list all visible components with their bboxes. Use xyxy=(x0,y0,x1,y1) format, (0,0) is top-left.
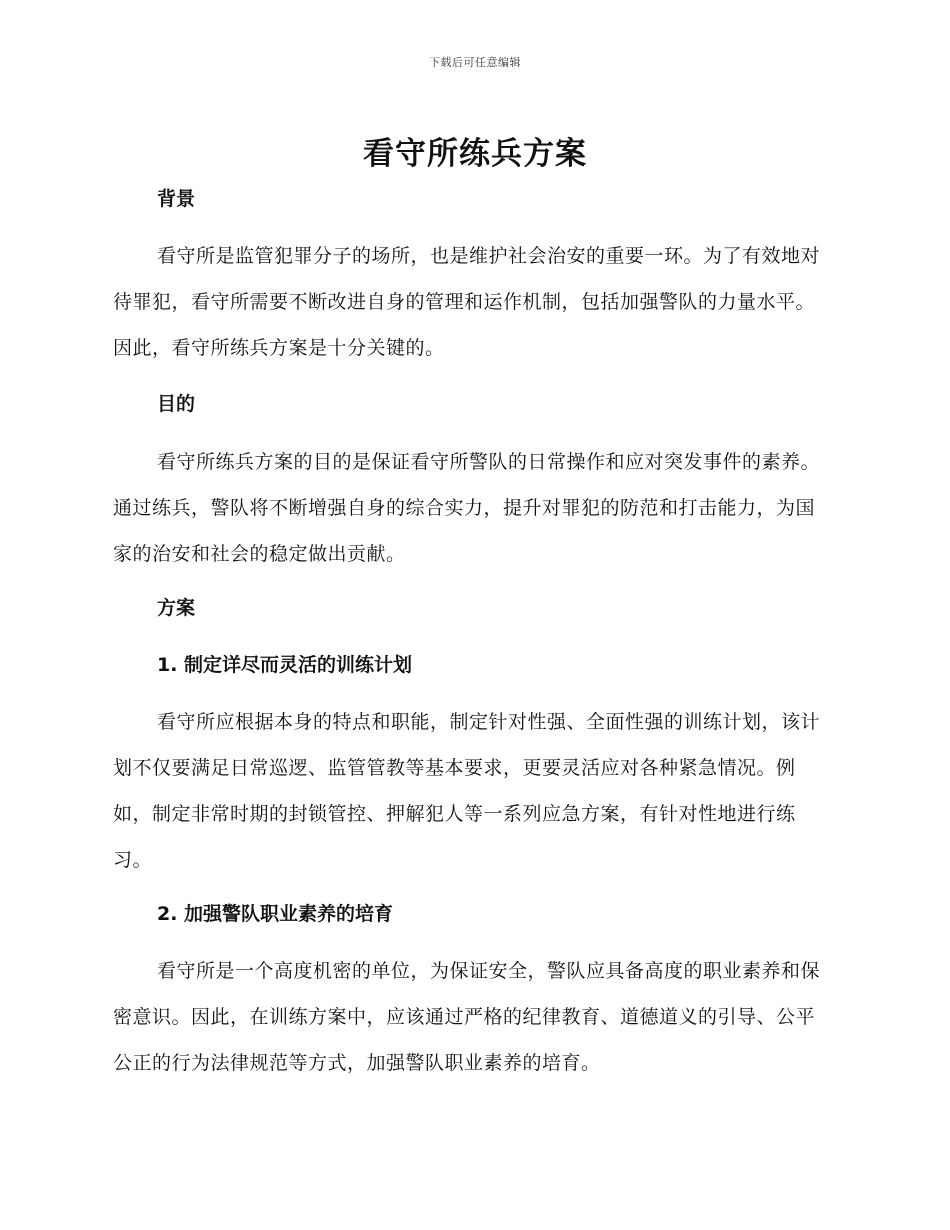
plan-item-heading-2: 2. 加强警队职业素养的培育 xyxy=(157,903,394,925)
section-text-background: 看守所是监管犯罪分子的场所，也是维护社会治安的重要一环。为了有效地对待罪犯，看守所需要不断改进自身的管理和运作机制，包括加强警队的力量水平。因此，看守所练兵方案是十分关键的。 xyxy=(113,245,821,359)
section-text-purpose: 看守所练兵方案的目的是保证看守所警队的日常操作和应对突发事件的素养。通过练兵，警队将不断增强自身的综合实力，提升对罪犯的防范和打击能力，为国家的治安和社会的稳定做出贡献。 xyxy=(113,451,821,565)
plan-item-text-2: 看守所是一个高度机密的单位，为保证安全，警队应具备高度的职业素养和保密意识。因此，在训练方案中，应该通过严格的纪律教育、道德道义的引导、公平公正的行为法律规范等方式，加强警队职业素养的培育。 xyxy=(113,960,821,1074)
section-heading-plan: 方案 xyxy=(157,597,196,619)
header-note: 下载后可任意编辑 xyxy=(429,56,521,69)
document-title: 看守所练兵方案 xyxy=(363,136,587,172)
plan-item-heading-1: 1. 制定详尽而灵活的训练计划 xyxy=(157,654,413,676)
plan-item-text-1: 看守所应根据本身的特点和职能，制定针对性强、全面性强的训练计划，该计划不仅要满足日常巡逻、监管管教等基本要求，更要灵活应对各种紧急情况。例如，制定非常时期的封锁管控、押解犯人等一系列应急方案，有针对性地进行练习。 xyxy=(113,711,821,871)
section-heading-purpose: 目的 xyxy=(157,393,196,415)
section-heading-background: 背景 xyxy=(157,188,196,210)
